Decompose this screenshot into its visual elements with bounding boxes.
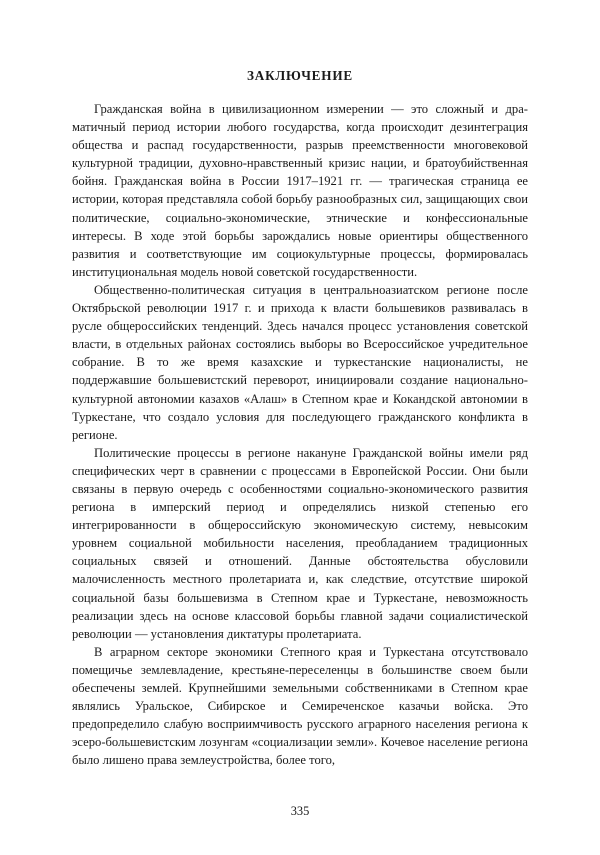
paragraph: В аграрном секторе экономики Степного края и Туркестана отсутствовало помещичье землевладение, крестьяне-переселенцы в большинстве своем были обеспечены землей. Крупнейшими земельными собственниками в Степном крае являлись Уральское, Сибирское и Семиреченское казачьи войска. Это предопределило слабую восприимчивость русского аграрного населения региона к эсеро-большевистским лозунгам «социализации земли». Кочевое население региона было лишено права землеустройства, более того, (72, 644, 528, 768)
paragraph: Общественно-политическая ситуация в центральноазиатском регионе после Октябрьской революции 1917 г. и прихода к власти большевиков развивалась в русле общероссийских тенденций. Здесь начался процесс установления советской власти, в отдельных районах состоялись выборы во Всероссийское учредительное собрание. В то же время казахские и туркестанские националисты, не поддержавшие большевистский переворот, инициировали создание национально-культурной автономии казахов «Алаш» в Степном крае и Кокандской автономии в Туркестане, что создало условия для последующего гражданского конфликта в регионе. (72, 282, 528, 442)
page-title: ЗАКЛЮЧЕНИЕ (246, 68, 353, 83)
page-number: 335 (290, 804, 310, 818)
paragraph: Гражданская война в цивилизационном измерении — это сложный и драматичный период истории любого государства, когда происходит дезинтеграция общества и распад государственности, разрыв преемственности многовековой культурной традиции, духовно-нравственный кризис нации, и братоубийственная бойня. Гражданская война в России 1917–1921 гг. — трагическая страница ее истории, которая представляла собой борьбу разнообразных сил, защищающих свои политические, социально-экономические, этнические и конфессиональные интересы. В ходе этой борьбы зарождались новые ориентиры общественного развития и соответствующие им социокультурные процессы, формировалась институциональная модель новой советской государственности. (72, 102, 528, 279)
body-text (72, 100, 528, 769)
paragraph: Политические процессы в регионе накануне Гражданской войны имели ряд специфических черт в сравнении с процессами в Европейской России. Они были связаны в первую очередь с особенностями социально-экономического развития региона в имперский период и определялись низкой степенью его интегрированности в общероссийскую экономическую систему, невысоким уровнем социальной мобильности населения, преобладанием традиционных социальных связей и отношений. Данные обстоятельства обусловили малочисленность местного пролетариата и, как следствие, отсутствие широкой социальной базы большевизма в Степном крае и Туркестане, невозможность реализации здесь на основе классовой борьбы главной задачи социалистической революции — установления диктатуры пролетариата. (72, 445, 528, 641)
